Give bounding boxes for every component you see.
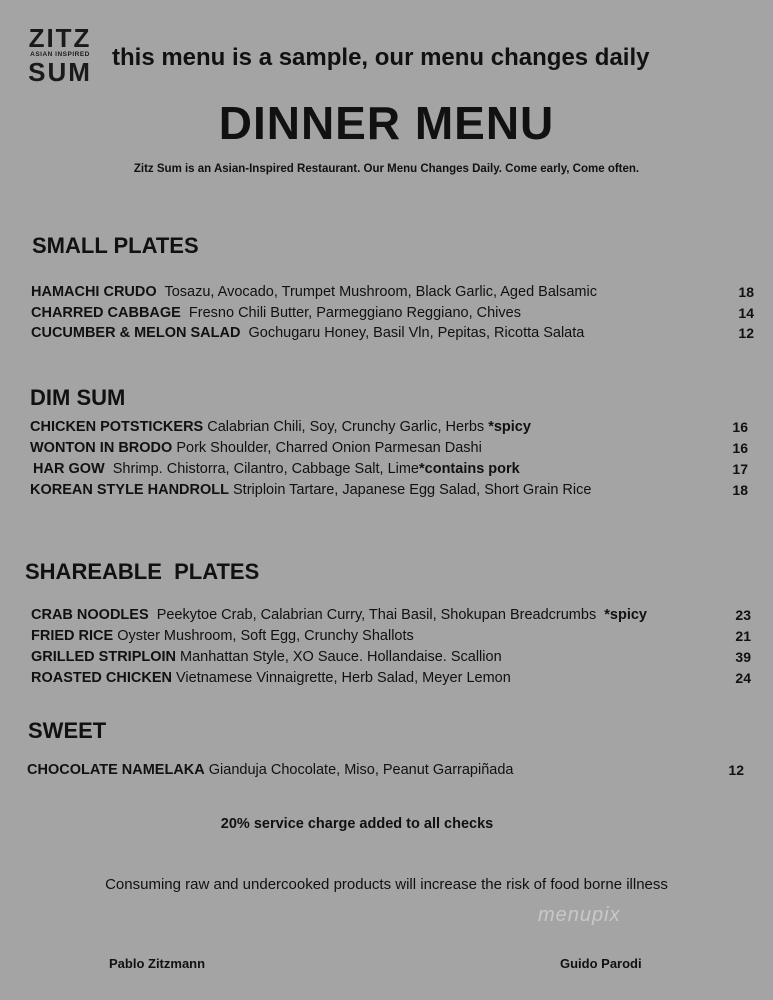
item-price: 12: [738, 325, 754, 341]
item-price: 16: [732, 440, 748, 456]
watermark: menupix: [538, 904, 621, 926]
menu-item: [31, 606, 647, 624]
item-description: Striploin Tartare, Japanese Egg Salad, Short Grain Rice: [233, 482, 592, 498]
page-title: DINNER MENU: [218, 97, 555, 149]
item-name: HAMACHI CRUDO: [31, 284, 157, 300]
menu-item: [31, 648, 502, 666]
menu-item: [31, 283, 597, 301]
menu-item: [30, 439, 482, 457]
item-name: CHOCOLATE NAMELAKA: [27, 762, 205, 778]
logo-line-zitz: ZITZ: [28, 23, 92, 53]
menu-item: [27, 761, 513, 779]
item-description: Shrimp. Chistorra, Cilantro, Cabbage Salt, Lime: [112, 461, 419, 477]
logo-subtitle: ASIAN INSPIRED: [30, 51, 90, 58]
section-title-small-plates: SMALL PLATES: [32, 233, 199, 258]
menu-item: [30, 418, 531, 436]
item-name: KOREAN STYLE HANDROLL: [30, 482, 229, 498]
item-description: Vietnamese Vinnaigrette, Herb Salad, Meyer Lemon: [176, 670, 511, 686]
logo-line-sum: SUM: [28, 57, 92, 87]
item-price: 21: [735, 628, 751, 644]
item-price: 17: [732, 461, 748, 477]
item-price: 12: [728, 762, 744, 778]
item-name: CRAB NOODLES: [31, 607, 149, 623]
item-name: HAR GOW: [33, 461, 105, 477]
item-description: Gochugaru Honey, Basil Vln, Pepitas, Ricotta Salata: [248, 325, 585, 341]
item-description: Manhattan Style, XO Sauce. Hollandaise. Scallion: [180, 649, 502, 665]
section-title-shareable-plates: SHAREABLE PLATES: [25, 559, 260, 584]
signature-left: Pablo Zitzmann: [109, 956, 206, 971]
menu-item: [30, 481, 591, 499]
item-price: 39: [735, 649, 751, 665]
item-price: 16: [732, 419, 748, 435]
item-note: *contains pork: [419, 461, 520, 477]
item-price: 23: [735, 607, 751, 623]
item-price: 18: [738, 284, 754, 300]
item-name: CHICKEN POTSTICKERS: [30, 419, 204, 435]
item-note: *spicy: [488, 419, 531, 435]
food-safety-warning: Consuming raw and undercooked products will increase the risk of food borne illness: [105, 876, 668, 893]
menu-item: [31, 304, 521, 322]
item-name: FRIED RICE: [31, 628, 114, 644]
menu-item: [31, 324, 584, 342]
item-description: Tosazu, Avocado, Trumpet Mushroom, Black Garlic, Aged Balsamic: [164, 284, 597, 300]
item-description: Calabrian Chili, Soy, Crunchy Garlic, Herbs: [207, 419, 485, 435]
item-description: Peekytoe Crab, Calabrian Curry, Thai Basil, Shokupan Breadcrumbs: [156, 607, 597, 623]
item-price: 18: [732, 482, 748, 498]
item-name: CUCUMBER & MELON SALAD: [31, 325, 241, 341]
item-name: ROASTED CHICKEN: [31, 670, 172, 686]
intro-text: Zitz Sum is an Asian-Inspired Restaurant. Our Menu Changes Daily. Come early, Come often.: [133, 163, 640, 175]
item-name: CHARRED CABBAGE: [31, 305, 181, 321]
item-price: 14: [738, 305, 754, 321]
section-title-sweet: SWEET: [28, 718, 107, 743]
item-price: 24: [735, 670, 751, 686]
restaurant-logo: [22, 23, 98, 87]
item-name: GRILLED STRIPLOIN: [31, 649, 176, 665]
menu-tagline: this menu is a sample, our menu changes daily: [112, 44, 650, 71]
item-note: *spicy: [604, 607, 647, 623]
menu-item: [31, 627, 414, 645]
service-charge-note: 20% service charge added to all checks: [220, 816, 494, 832]
item-description: Fresno Chili Butter, Parmeggiano Reggiano, Chives: [188, 305, 521, 321]
item-name: WONTON IN BRODO: [30, 440, 173, 456]
item-description: Gianduja Chocolate, Miso, Peanut Garrapiñada: [208, 762, 514, 778]
menu-item: [33, 460, 520, 478]
section-title-dim-sum: DIM SUM: [30, 385, 126, 410]
item-description: Oyster Mushroom, Soft Egg, Crunchy Shallots: [117, 628, 414, 644]
item-description: Pork Shoulder, Charred Onion Parmesan Dashi: [176, 440, 482, 456]
signature-right: Guido Parodi: [560, 956, 642, 971]
menu-item: [31, 669, 511, 687]
